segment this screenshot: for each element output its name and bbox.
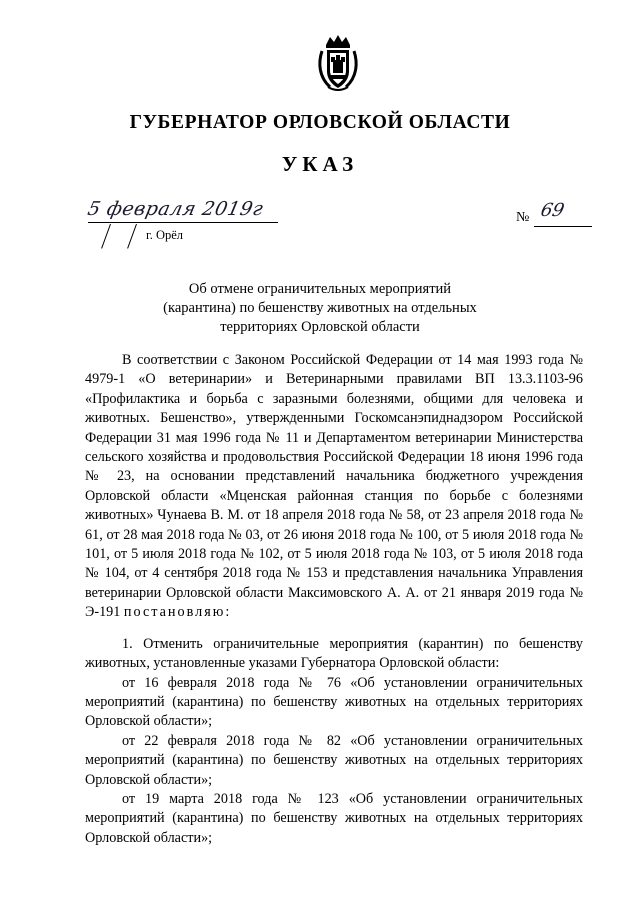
sub-item-paragraph: от 16 февраля 2018 года № 76 «Об установлении ограничительных мероприятий (карантина) по бешенству животных на отдельных территориях Орловской области»; [85, 674, 583, 730]
preamble-text: В соответствии с Законом Российской Федерации от 14 мая 1993 года № 4979-1 «О ветеринарии» и Ветеринарными правилами ВП 13.3.1103-96 «Профилактика и борьба с заразными болезнями, общими для человека и животных. Бешенство», утвержденными Госкомсанэпиднадзором Российской Федерации 31 мая 1996 года № 11 и Департаментом ветеринарии Министерства сельского хозяйства и продовольствия Российской Федерации 18 июня 1996 года № 23, на основании представлений начальника бюджетного учреждения Орловской области «Мценская районная станция по борьбе с болезнями животных» Чунаева В. М. от 18 апреля 2018 года № 58, от 23 апреля 2018 года № 61, от 28 мая 2018 года № 03, от 26 июня 2018 года № 100, от 5 июля 2018 года № 101, от 5 июля 2018 года № 102, от 5 июля 2018 года № 103, от 5 июля 2018 года № 104, от 4 сентября 2018 года № 153 и представления начальника Управления ветеринарии Орловской области Максимовского А. А. от 21 января 2019 года № Э-191 [85, 352, 583, 621]
coat-of-arms-icon [316, 33, 360, 93]
title-line: территориях Орловской области [220, 319, 420, 335]
date-slash-mark [101, 224, 111, 249]
number-underline [534, 226, 592, 227]
number-label: № [516, 210, 530, 225]
decree-word: постановляю: [123, 604, 232, 621]
sub-item-paragraph: от 19 марта 2018 года № 123 «Об установлении ограничительных мероприятий (карантина) по бешенству животных на отдельных территориях Орловской области»; [85, 790, 583, 846]
preamble-paragraph [85, 351, 583, 623]
sub-item-paragraph: от 22 февраля 2018 года № 82 «Об установлении ограничительных мероприятий (карантина) по бешенству животных на отдельных территориях Орловской области»; [85, 732, 583, 788]
handwritten-number: 69 [538, 200, 567, 221]
date-slash-mark [127, 224, 137, 249]
item-1-paragraph: 1. Отменить ограничительные мероприятия (карантин) по бешенству животных, установленные указами Губернатора Орловской области: [85, 635, 583, 672]
document-body [85, 351, 583, 848]
authority-heading: ГУБЕРНАТОР ОРЛОВСКОЙ ОБЛАСТИ [129, 112, 511, 133]
title-line: (карантина) по бешенству животных на отдельных [163, 300, 477, 316]
document-type-heading: УКАЗ [281, 152, 359, 176]
document-title [0, 280, 640, 337]
title-line: Об отмене ограничительных мероприятий [188, 281, 452, 297]
handwritten-date: 5 февраля 2019г [85, 198, 266, 220]
date-underline [88, 222, 278, 223]
city-label: г. Орёл [146, 228, 184, 242]
